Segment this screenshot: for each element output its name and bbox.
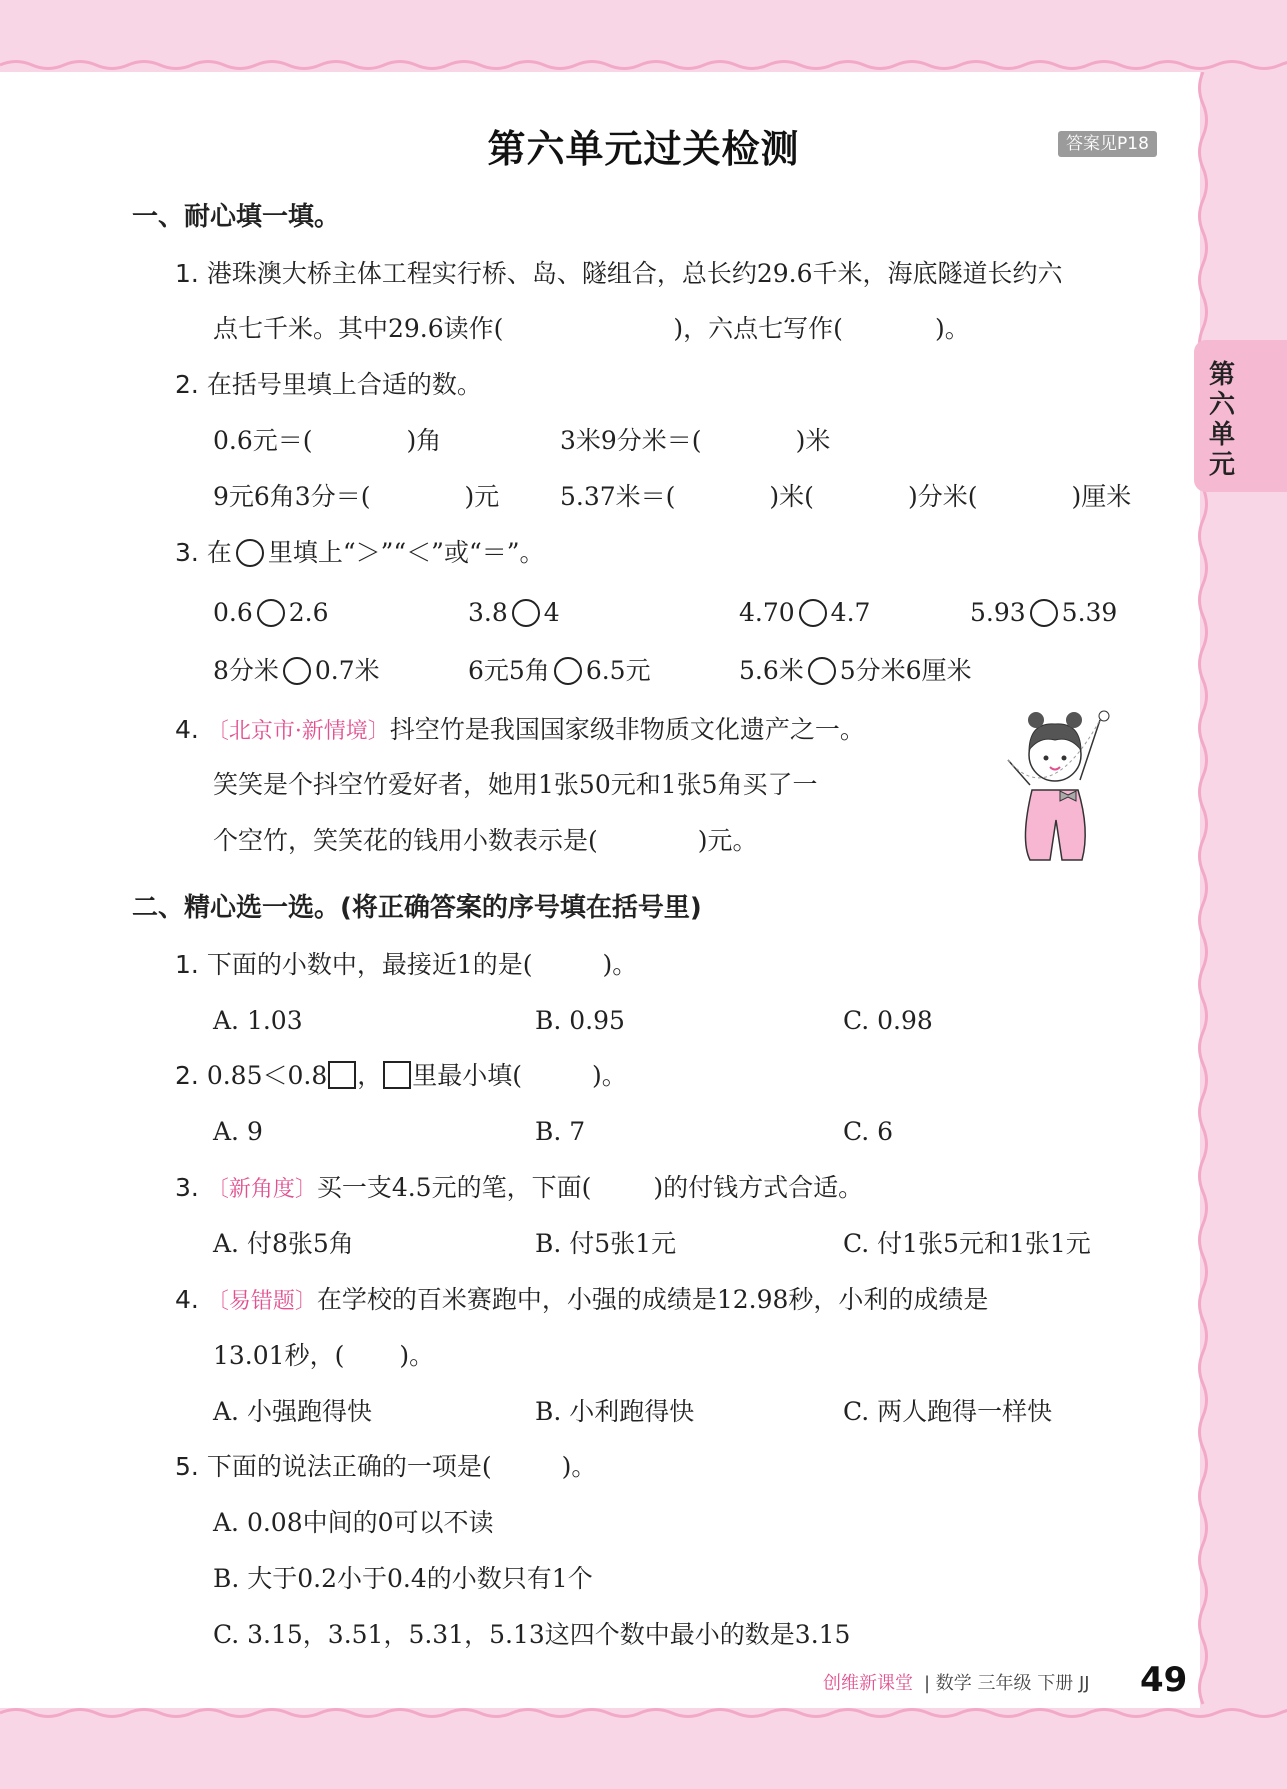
s1-q2-row2-right — [560, 481, 1131, 513]
page-title: 第六单元过关检测 — [487, 127, 800, 171]
cmp-right: 4 — [543, 598, 560, 627]
s1-q3-r2-c3 — [739, 655, 972, 687]
compare-circle[interactable] — [808, 657, 836, 685]
cmp-right: 5.39 — [1061, 598, 1118, 627]
section2-heading: 二、精心选一选。(将正确答案的序号填在括号里) — [132, 893, 702, 923]
s2-q5-option-c: C. 3.15，3.51，5.31，5.13这四个数中最小的数是3.15 — [213, 1620, 851, 1649]
s2-q2-line — [175, 1060, 627, 1092]
cmp-left: 6元5角 — [468, 656, 550, 685]
s2-q5-line — [175, 1451, 596, 1483]
s2-q5-text-a: 下面的说法正确的一项是( — [206, 1452, 492, 1481]
s1-q4-number: 4. — [175, 715, 199, 744]
blank-square — [328, 1061, 356, 1089]
compare-circle[interactable] — [283, 657, 311, 685]
s2-q4-line1 — [175, 1284, 988, 1318]
s2-q5-option-b: B. 大于0.2小于0.4的小数只有1个 — [213, 1564, 593, 1593]
s1-q1-text2a: 点七千米。其中29.6读作( — [213, 314, 504, 343]
cmp-left: 5.6米 — [739, 656, 804, 685]
section1-heading: 一、耐心填一填。 — [132, 202, 341, 232]
s1-q3-r2-c2 — [468, 655, 651, 687]
s1-q2-a2: 3米9分米＝( — [560, 426, 702, 455]
s2-q4-text2b: )。 — [399, 1341, 435, 1370]
s1-q2-row1-left — [213, 425, 441, 457]
s1-q3-text-b: 里填上“＞”“＜”或“＝”。 — [267, 538, 545, 567]
s1-q2-line — [175, 369, 482, 401]
s2-q2-text-c: 里最小填( — [412, 1061, 523, 1090]
s1-q2-a1b: )角 — [406, 426, 442, 455]
s1-q4-line3 — [213, 825, 758, 857]
s2-q4-text1: 在学校的百米赛跑中，小强的成绩是12.98秒，小利的成绩是 — [316, 1285, 989, 1314]
s1-q2-b1b: )元 — [464, 482, 500, 511]
compare-circle[interactable] — [554, 657, 582, 685]
compare-circle[interactable] — [512, 599, 540, 627]
s1-q3-line — [175, 537, 545, 569]
s1-q4-text3b: )元。 — [697, 826, 758, 855]
s1-q3-r1-c2 — [468, 597, 560, 629]
s1-q1-text2b: )，六点七写作( — [673, 314, 843, 343]
s2-q4-option-c: C. 两人跑得一样快 — [843, 1397, 1053, 1426]
s2-q3-line — [175, 1172, 863, 1206]
s1-q3-text-a: 在 — [206, 538, 232, 567]
s1-q2-b2d: )厘米 — [1071, 482, 1132, 511]
cmp-left: 5.93 — [970, 598, 1026, 627]
s2-q2-option-c: C. 6 — [843, 1117, 894, 1146]
s1-q1-text2c: )。 — [934, 314, 970, 343]
s1-q2-a2b: )米 — [795, 426, 831, 455]
s2-q2-option-a: A. 9 — [213, 1117, 263, 1146]
s1-q2-b2c: )分米( — [907, 482, 978, 511]
s1-q1-text1: 港珠澳大桥主体工程实行桥、岛、隧组合，总长约29.6千米，海底隧道长约六 — [206, 259, 1063, 288]
unit-side-tab-label: 第六单元 — [1208, 360, 1235, 480]
s1-q1-line2 — [213, 313, 970, 345]
s2-q2-text-d: )。 — [592, 1061, 627, 1090]
footer-info: | 数学 三年级 下册 JJ — [924, 1673, 1090, 1694]
s2-q5-text-b: )。 — [561, 1452, 597, 1481]
compare-circle[interactable] — [1030, 599, 1058, 627]
bottom-wave-border — [0, 1706, 1287, 1720]
cmp-left: 3.8 — [468, 598, 508, 627]
s2-q3-number: 3. — [175, 1173, 199, 1202]
s1-q2-b2: 5.37米＝( — [560, 482, 676, 511]
page-number: 49 — [1140, 1660, 1188, 1700]
s2-q2-option-b: B. 7 — [535, 1117, 586, 1146]
s2-q1-line — [175, 949, 637, 981]
footer-brand: 创维新课堂 — [823, 1673, 913, 1694]
cmp-left: 0.6 — [213, 598, 253, 627]
s1-q2-a1: 0.6元＝( — [213, 426, 313, 455]
s1-q4-line1 — [175, 714, 865, 748]
compare-circle — [236, 539, 264, 567]
cmp-right: 4.7 — [830, 598, 871, 627]
s1-q3-number: 3. — [175, 538, 199, 567]
right-wave-border — [1196, 72, 1210, 1708]
s2-q4-line2 — [213, 1340, 434, 1372]
s2-q2-number: 2. — [175, 1061, 199, 1090]
s2-q3-text-a: 买一支4.5元的笔，下面( — [316, 1173, 592, 1202]
cmp-right: 2.6 — [288, 598, 329, 627]
answer-reference-badge: 答案见P18 — [1058, 131, 1157, 157]
s1-q3-r2-c1 — [213, 655, 380, 687]
s1-q4-text1: 抖空竹是我国国家级非物质文化遗产之一。 — [389, 715, 865, 744]
s1-q2-row1-right — [560, 425, 830, 457]
top-wave-border — [0, 58, 1287, 72]
compare-circle[interactable] — [799, 599, 827, 627]
s2-q3-text-b: )的付钱方式合适。 — [653, 1173, 864, 1202]
s2-q3-option-a: A. 付8张5角 — [213, 1229, 354, 1258]
cmp-left: 4.70 — [739, 598, 795, 627]
s2-q4-option-b: B. 小利跑得快 — [535, 1397, 695, 1426]
s2-q5-number: 5. — [175, 1452, 199, 1481]
s1-q1-line1 — [175, 258, 1062, 290]
s1-q2-b2b: )米( — [769, 482, 814, 511]
compare-circle[interactable] — [257, 599, 285, 627]
s1-q2-b1: 9元6角3分＝( — [213, 482, 371, 511]
s2-q2-text-b: ， — [357, 1061, 383, 1090]
s1-q3-r1-c3 — [739, 597, 870, 629]
blank-square — [383, 1061, 411, 1089]
s1-q4-line2: 笑笑是个抖空竹爱好者，她用1张50元和1张5角买了一 — [213, 770, 818, 799]
girl-diabolo-illustration — [1000, 700, 1110, 875]
s1-q3-r1-c1 — [213, 597, 329, 629]
s2-q1-option-a: A. 1.03 — [213, 1006, 303, 1035]
s2-q1-number: 1. — [175, 950, 199, 979]
cmp-right: 6.5元 — [585, 656, 651, 685]
s2-q5-option-a: A. 0.08中间的0可以不读 — [213, 1508, 494, 1537]
s2-q1-option-c: C. 0.98 — [843, 1006, 933, 1035]
s2-q3-tag: 〔新角度〕 — [206, 1177, 317, 1202]
s1-q3-r1-c4 — [970, 597, 1117, 629]
s2-q4-number: 4. — [175, 1285, 199, 1314]
s2-q4-option-a: A. 小强跑得快 — [213, 1397, 372, 1426]
s1-q4-text3a: 个空竹，笑笑花的钱用小数表示是( — [213, 826, 598, 855]
s1-q2-number: 2. — [175, 370, 199, 399]
cmp-left: 8分米 — [213, 656, 279, 685]
s2-q1-text-a: 下面的小数中，最接近1的是( — [206, 950, 533, 979]
s2-q2-text-a: 0.85＜0.8 — [206, 1061, 328, 1090]
s2-q4-tag: 〔易错题〕 — [206, 1289, 317, 1314]
s1-q2-row2-left — [213, 481, 499, 513]
s1-q4-tag: 〔北京市·新情境〕 — [206, 719, 390, 744]
s2-q3-option-c: C. 付1张5元和1张1元 — [843, 1229, 1091, 1258]
s1-q1-number: 1. — [175, 259, 199, 288]
s2-q4-text2a: 13.01秒，( — [213, 1341, 345, 1370]
s2-q3-option-b: B. 付5张1元 — [535, 1229, 677, 1258]
s2-q1-option-b: B. 0.95 — [535, 1006, 625, 1035]
cmp-right: 0.7米 — [314, 656, 380, 685]
s2-q1-text-b: )。 — [602, 950, 638, 979]
s1-q2-text: 在括号里填上合适的数。 — [206, 370, 482, 399]
cmp-right: 5分米6厘米 — [839, 656, 972, 685]
